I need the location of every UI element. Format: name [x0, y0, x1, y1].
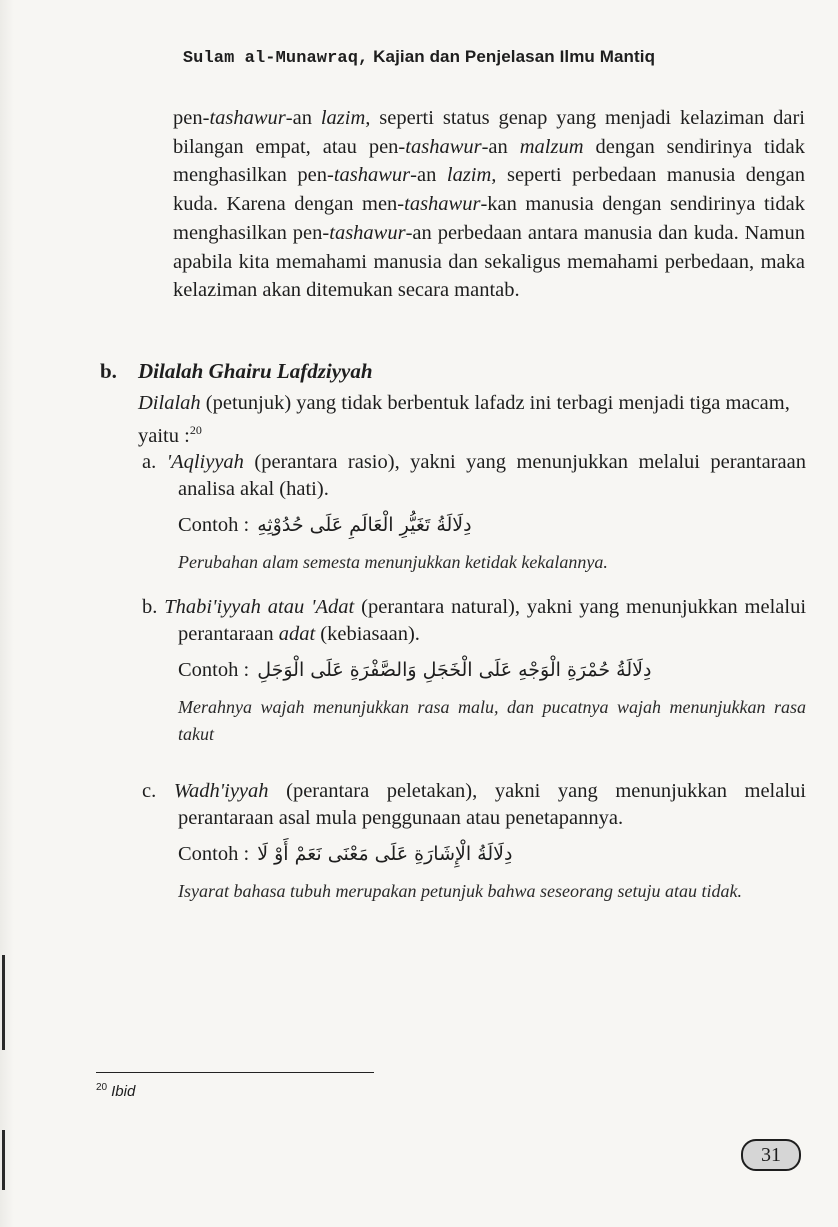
intro-term: tashawur	[404, 193, 481, 216]
footnote-text: Ibid	[111, 1083, 136, 1100]
list-item	[142, 449, 806, 576]
example-row	[178, 838, 806, 870]
intro-term: tashawur	[333, 164, 411, 187]
arabic-example: دِلَالَةُ حُمْرَةِ الْوَجْهِ عَلَى الْخَجَلِ وَالصَّفْرَةِ عَلَى الْوَجَلِ	[257, 659, 652, 681]
item-text	[142, 594, 806, 648]
item-label: b.	[142, 596, 158, 618]
section-text: (petunjuk) yang tidak berbentuk lafadz ini terbagi menjadi tiga macam, yaitu :	[138, 392, 790, 447]
intro-term: lazim,	[320, 107, 371, 129]
example-label: Contoh :	[178, 658, 250, 681]
intro-text: -an perbedaan antara manusia dan kuda. Namun apabila kita memahami manusia dan sekaligus memahami perbedaan, maka kelaziman akan ditemukan secara mantab.	[173, 221, 805, 302]
edge-mark	[2, 1130, 5, 1190]
item-description: (perantara natural), yakni yang menunjukkan melalui perantaraan	[178, 596, 807, 645]
header-title-rest: Kajian dan Penjelasan Ilmu Mantiq	[368, 47, 656, 66]
item-label: a.	[142, 451, 157, 473]
intro-term: tashawur	[209, 107, 286, 129]
example-label: Contoh :	[178, 513, 250, 536]
item-text	[142, 778, 806, 832]
intro-text: -an	[285, 107, 321, 129]
intro-text: dengan sendirinya tidak menghasilkan pen-	[173, 135, 805, 187]
intro-paragraph	[173, 104, 805, 305]
example-translation: Perubahan alam semesta menunjukkan ketidak kekalannya.	[178, 552, 608, 572]
list-item	[142, 594, 806, 748]
footnote	[96, 1082, 135, 1100]
example-translation: Isyarat bahasa tubuh merupakan petunjuk bahwa seseorang setuju atau tidak.	[178, 881, 742, 901]
list-item	[142, 778, 806, 905]
footnote-divider	[96, 1072, 374, 1073]
edge-mark	[2, 955, 5, 1050]
example-translation: Merahnya wajah menunjukkan rasa malu, dan pucatnya wajah menunjukkan rasa takut	[178, 697, 806, 744]
item-term: Thabi'iyyah atau 'Adat	[164, 596, 355, 618]
section-intro	[138, 390, 806, 450]
item-term: adat	[278, 623, 316, 645]
running-header	[0, 47, 838, 68]
item-term: Wadh'iyyah	[173, 780, 269, 802]
intro-term: tashawur	[405, 135, 482, 158]
page-edge	[0, 0, 14, 1227]
item-term: 'Aqliyyah	[166, 451, 244, 473]
section-title: Dilalah Ghairu Lafdziyyah	[138, 359, 373, 383]
header-title-mono: Sulam al-Munawraq,	[182, 49, 369, 68]
footnote-ref: 20	[189, 423, 202, 437]
footnote-number: 20	[96, 1082, 108, 1093]
section-label: b.	[100, 359, 117, 383]
example-label: Contoh :	[178, 842, 250, 865]
item-description: (perantara peletakan), yakni yang menunjukkan melalui perantaraan asal mula penggunaan atau penetapannya.	[178, 780, 806, 829]
intro-text: -kan manusia dengan sendirinya tidak menghasilkan pen-	[173, 193, 805, 244]
intro-text: pen-	[173, 107, 210, 129]
item-description: (kebiasaan).	[315, 623, 420, 645]
example-row	[178, 509, 806, 541]
intro-text: seperti status genap yang menjadi kelaziman dari bilangan empat, atau pen-	[173, 107, 805, 158]
intro-term: tashawur	[329, 221, 406, 244]
page-number: 31	[741, 1139, 801, 1171]
intro-text: seperti perbedaan manusia dengan kuda. Karena dengan men-	[173, 164, 805, 216]
item-label: c.	[142, 780, 157, 802]
arabic-example: دِلَالَةُ الْإِشَارَةِ عَلَى مَعْنَى نَعَمْ أَوْ لَا	[257, 843, 513, 865]
arabic-example: دِلَالَةُ تَغَيُّرِ الْعَالَمِ عَلَى حُدُوْثِهِ	[257, 514, 472, 536]
example-row	[178, 654, 806, 686]
intro-term: lazim,	[446, 164, 497, 187]
intro-text: -an	[481, 135, 520, 158]
item-text	[142, 449, 806, 503]
intro-term: malzum	[519, 135, 584, 158]
section-term: Dilalah	[138, 392, 201, 414]
intro-text: -an	[410, 164, 447, 187]
item-description: (perantara rasio), yakni yang menunjukkan melalui perantaraan analisa akal (hati).	[178, 451, 806, 500]
